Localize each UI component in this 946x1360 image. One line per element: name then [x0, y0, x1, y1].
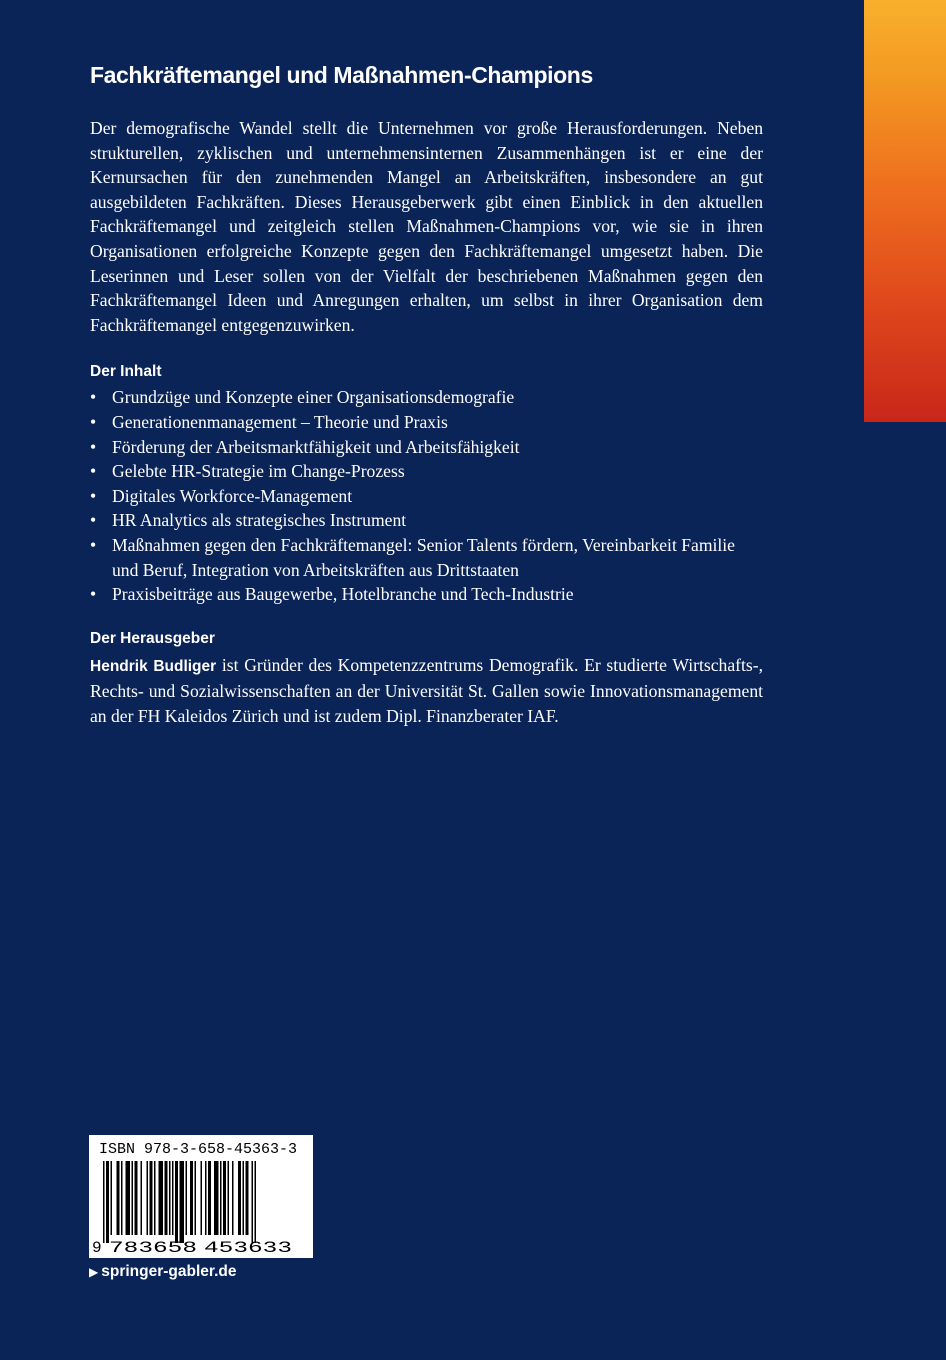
bullet-icon: • — [90, 584, 97, 605]
barcode-bar — [106, 1161, 109, 1243]
editor-heading: Der Herausgeber — [90, 629, 215, 647]
list-item-text: Praxisbeiträge aus Baugewerbe, Hotelbranche und Tech-Industrie — [112, 584, 574, 605]
list-item-text: HR Analytics als strategisches Instrument — [112, 510, 407, 531]
bullet-icon: • — [90, 461, 97, 482]
list-item-text: Gelebte HR-Strategie im Change-Prozess — [112, 461, 405, 482]
barcode-bar — [223, 1161, 226, 1235]
list-item — [90, 484, 763, 509]
contents-list — [90, 385, 763, 606]
barcode-bar — [103, 1161, 105, 1243]
bullet-icon: • — [90, 387, 97, 408]
barcode-bar — [150, 1161, 153, 1235]
list-item — [90, 410, 763, 435]
barcode-bar — [232, 1161, 234, 1235]
bullet-icon: • — [90, 534, 97, 555]
barcode-bar — [121, 1161, 123, 1235]
barcode-bar — [159, 1161, 164, 1235]
barcode-bar — [220, 1161, 222, 1235]
barcode-bar — [208, 1161, 211, 1235]
barcode-bar — [169, 1161, 171, 1235]
barcode-digit-lead: 9 — [92, 1239, 102, 1257]
editor-bio — [90, 653, 763, 729]
barcode-bar — [175, 1161, 178, 1243]
bullet-icon: • — [90, 411, 97, 432]
barcode-bar — [255, 1161, 257, 1243]
contents-heading: Der Inhalt — [90, 363, 162, 381]
back-cover-content — [90, 58, 763, 728]
list-item — [90, 508, 763, 533]
barcode-bar — [141, 1161, 143, 1235]
barcode-bar — [172, 1161, 174, 1235]
list-item — [90, 459, 763, 484]
editor-bio-text: ist Gründer des Kompetenzzentrums Demografik. Er studierte Wirtschafts-, Rechts- und Sozialwissenschaften an der Universität St. Gallen sowie Innovationsmanagement an der FH Kaleidos Zürich und ist zudem Dipl. Finanzberater IAF. — [90, 654, 763, 726]
list-item-text: Digitales Workforce-Management — [112, 485, 353, 506]
barcode-bar — [243, 1161, 245, 1235]
list-item-text: Förderung der Arbeitsmarktfähigkeit und Arbeitsfähigkeit — [112, 436, 520, 457]
barcode-bar — [238, 1161, 241, 1235]
bullet-icon: • — [90, 436, 97, 457]
isbn-barcode — [89, 1135, 313, 1258]
barcode-digits-right: 453633 — [204, 1239, 292, 1257]
list-item — [90, 533, 763, 582]
arrow-right-icon: ▶ — [89, 1265, 99, 1279]
list-item — [90, 582, 763, 607]
barcode-bar — [165, 1161, 168, 1235]
barcode-bar — [135, 1161, 138, 1235]
barcode-bar — [126, 1161, 131, 1235]
bullet-icon: • — [90, 485, 97, 506]
barcode-bar — [252, 1161, 254, 1243]
accent-color-strip — [864, 0, 946, 422]
barcode-bar — [201, 1161, 203, 1235]
publisher-url-text: springer-gabler.de — [101, 1263, 237, 1280]
list-item — [90, 385, 763, 410]
list-item-text: Grundzüge und Konzepte einer Organisationsdemografie — [112, 387, 515, 408]
barcode-bar — [195, 1161, 197, 1235]
barcode-bar — [246, 1161, 249, 1235]
barcode-bar — [186, 1161, 188, 1235]
barcode-bar — [111, 1161, 113, 1235]
barcode-bar — [214, 1161, 219, 1235]
publisher-link[interactable] — [89, 1262, 236, 1282]
list-item — [90, 435, 763, 460]
barcode-bar — [205, 1161, 207, 1235]
list-item-text: Generationenmanagement – Theorie und Praxis — [112, 411, 448, 432]
barcode-bar — [190, 1161, 193, 1235]
editor-name: Hendrik Budliger — [90, 657, 217, 675]
barcode-bar — [180, 1161, 185, 1243]
barcode-bar — [147, 1161, 149, 1235]
barcode-bar — [132, 1161, 134, 1235]
barcode-bar — [228, 1161, 230, 1235]
book-title: Fachkräftemangel und Maßnahmen-Champions — [90, 62, 593, 88]
barcode-bar — [117, 1161, 120, 1235]
barcode-digits-left: 783658 — [109, 1239, 197, 1257]
barcode-bar — [154, 1161, 156, 1235]
list-item-text: Maßnahmen gegen den Fachkräftemangel: Senior Talents fördern, Vereinbarkeit Familie und Beruf, Integration von Arbeitskräften aus Drittstaaten — [112, 534, 735, 580]
book-blurb: Der demografische Wandel stellt die Unternehmen vor große Herausforderungen. Neben strukturellen, zyklischen und unternehmensinternen Zusammenhängen ist er eine der Kernursachen für den zunehmenden Mangel an Arbeitskräften, insbesondere an gut ausgebildeten Fachkräften. Dieses Herausgeberwerk gibt einen Einblick in den aktuellen Fachkräftemangel und zeitgleich stellen Maßnahmen-Champions vor, wie sie in ihren Organisationen erfolgreiche Konzepte gegen den Fachkräftemangel umgesetzt haben. Die Leserinnen und Leser sollen von der Vielfalt der beschriebenen Maßnahmen gegen den Fachkräftemangel Ideen und Anregungen erhalten, um selbst in ihrer Organisation dem Fachkräftemangel entgegenzuwirken. — [90, 118, 763, 335]
isbn-label: ISBN 978-3-658-45363-3 — [99, 1141, 298, 1158]
bullet-icon: • — [90, 510, 97, 531]
